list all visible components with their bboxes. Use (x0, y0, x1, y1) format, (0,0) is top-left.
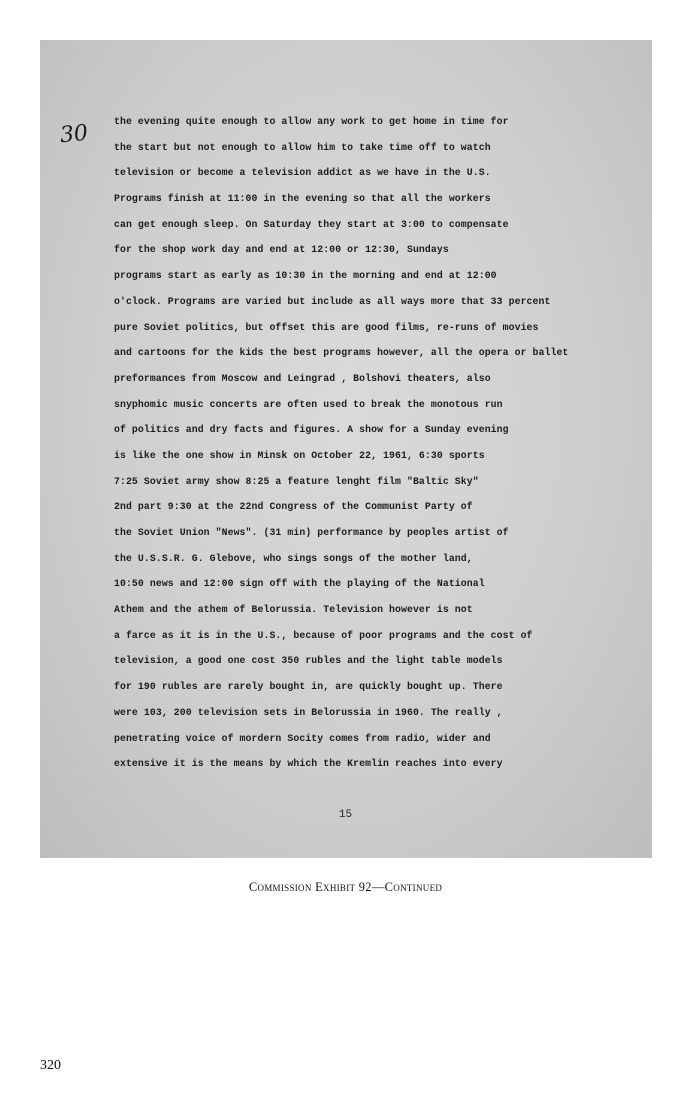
text-line: the start but not enough to allow him to take time off to watch (114, 141, 491, 153)
text-line: for the shop work day and end at 12:00 or 12:30, Sundays (114, 244, 449, 256)
text-line: preformances from Moscow and Leingrad , Bolshovi theaters, also (114, 372, 491, 384)
text-line: were 103, 200 television sets in Belorussia in 1960. The really , (114, 706, 503, 718)
text-line: programs start as early as 10:30 in the morning and end at 12:00 (114, 270, 497, 282)
text-line: 7:25 Soviet army show 8:25 a feature lenght film "Baltic Sky" (114, 475, 479, 487)
text-line: the U.S.S.R. G. Glebove, who sings songs of the mother land, (114, 552, 473, 564)
text-line: Athem and the athem of Belorussia. Television however is not (114, 604, 473, 616)
text-line: snyphomic music concerts are often used to break the monotous run (114, 398, 503, 410)
text-line: television or become a television addict as we have in the U.S. (114, 167, 491, 179)
text-line: a farce as it is in the U.S., because of poor programs and the cost of (114, 629, 533, 641)
document-page-number: 15 (338, 809, 353, 821)
text-line: Programs finish at 11:00 in the evening so that all the workers (114, 193, 491, 205)
text-line: television, a good one cost 350 rubles and the light table models (114, 655, 503, 667)
text-line: pure Soviet politics, but offset this are good films, re-runs of movies (114, 321, 539, 333)
text-line: penetrating voice of mordern Socity comes from radio, wider and (114, 732, 491, 744)
text-line: for 190 rubles are rarely bought in, are quickly bought up. There (114, 681, 503, 693)
text-line: the evening quite enough to allow any work to get home in time for (114, 116, 509, 127)
text-line: the Soviet Union "News". (31 min) performance by peoples artist of (114, 527, 509, 538)
text-line: o'clock. Programs are varied but include as all ways more that 33 percent (114, 295, 551, 307)
text-line: 2nd part 9:30 at the 22nd Congress of the Communist Party of (114, 501, 473, 513)
typed-text (114, 114, 614, 782)
text-line: 10:50 news and 12:00 sign off with the playing of the National (114, 578, 485, 590)
margin-annotation: 30 (58, 120, 90, 149)
text-line: can get enough sleep. On Saturday they start at 3:00 to compensate (114, 218, 509, 230)
text-line: extensive it is the means by which the Kremlin reaches into every (114, 758, 503, 770)
text-line: and cartoons for the kids the best programs however, all the opera or ballet (114, 347, 569, 359)
exhibit-caption: Commission Exhibit 92—Continued (248, 880, 443, 894)
text-line: of politics and dry facts and figures. A show for a Sunday evening (114, 424, 509, 436)
text-line: is like the one show in Minsk on October 22, 1961, 6:30 sports (114, 449, 485, 461)
folio-number: 320 (40, 1058, 61, 1073)
